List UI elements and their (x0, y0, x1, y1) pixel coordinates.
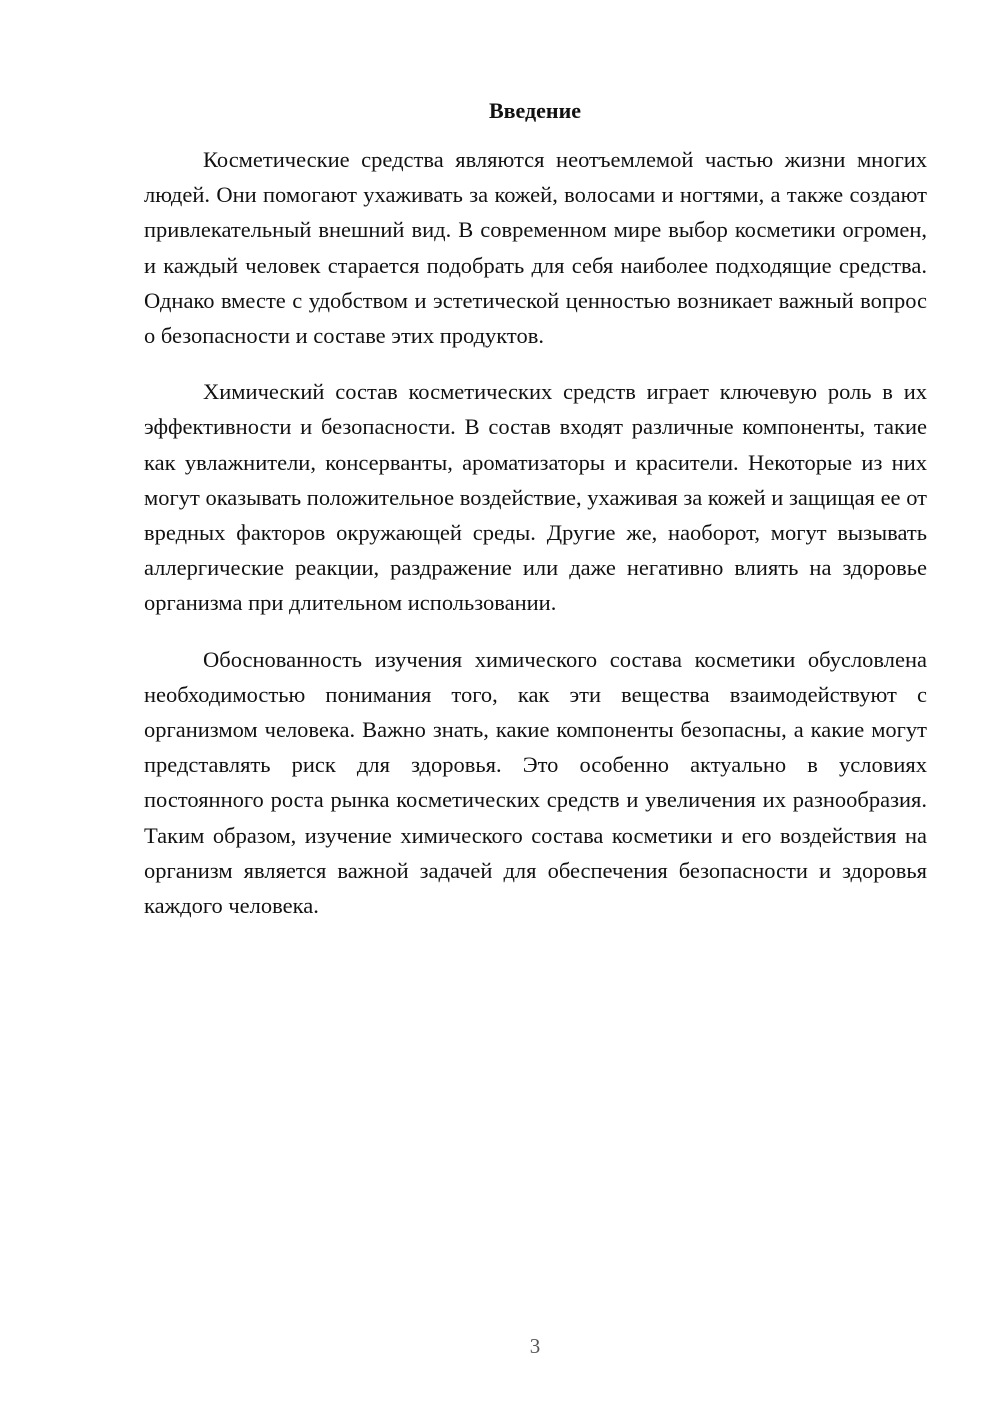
section-heading: Введение (488, 98, 582, 123)
paragraph-3: Обоснованность изучения химического состава косметики обусловлена необходимостью понимания того, как эти вещества взаимодействуют с организмом человека. Важно знать, какие компоненты безопасны, а какие могут представлять риск для здоровья. Это особенно актуально в условиях постоянного роста рынка косметических средств и увеличения их разнообразия. Таким образом, изучение химического состава косметики и его воздействия на организм является важной задачей для обеспечения безопасности и здоровья каждого человека. (144, 646, 927, 919)
page-number: 3 (529, 1334, 541, 1358)
paragraph-1: Косметические средства являются неотъемлемой частью жизни многих людей. Они помогают ухаживать за кожей, волосами и ногтями, а также создают привлекательный внешний вид. В современном мире выбор косметики огромен, и каждый человек старается подобрать для себя наиболее подходящие средства. Однако вместе с удобством и эстетической ценностью возникает важный вопрос о безопасности и составе этих продуктов. (144, 147, 927, 349)
body-text (144, 142, 927, 944)
paragraph-2: Химический состав косметических средств играет ключевую роль в их эффективности и безопасности. В состав входят различные компоненты, такие как увлажнители, консерванты, ароматизаторы и красители. Некоторые из них могут оказывать положительное воздействие, ухаживая за кожей и защищая ее от вредных факторов окружающей среды. Другие же, наоборот, могут вызывать аллергические реакции, раздражение или даже негативно влиять на здоровье организма при длительном использовании. (144, 379, 927, 616)
